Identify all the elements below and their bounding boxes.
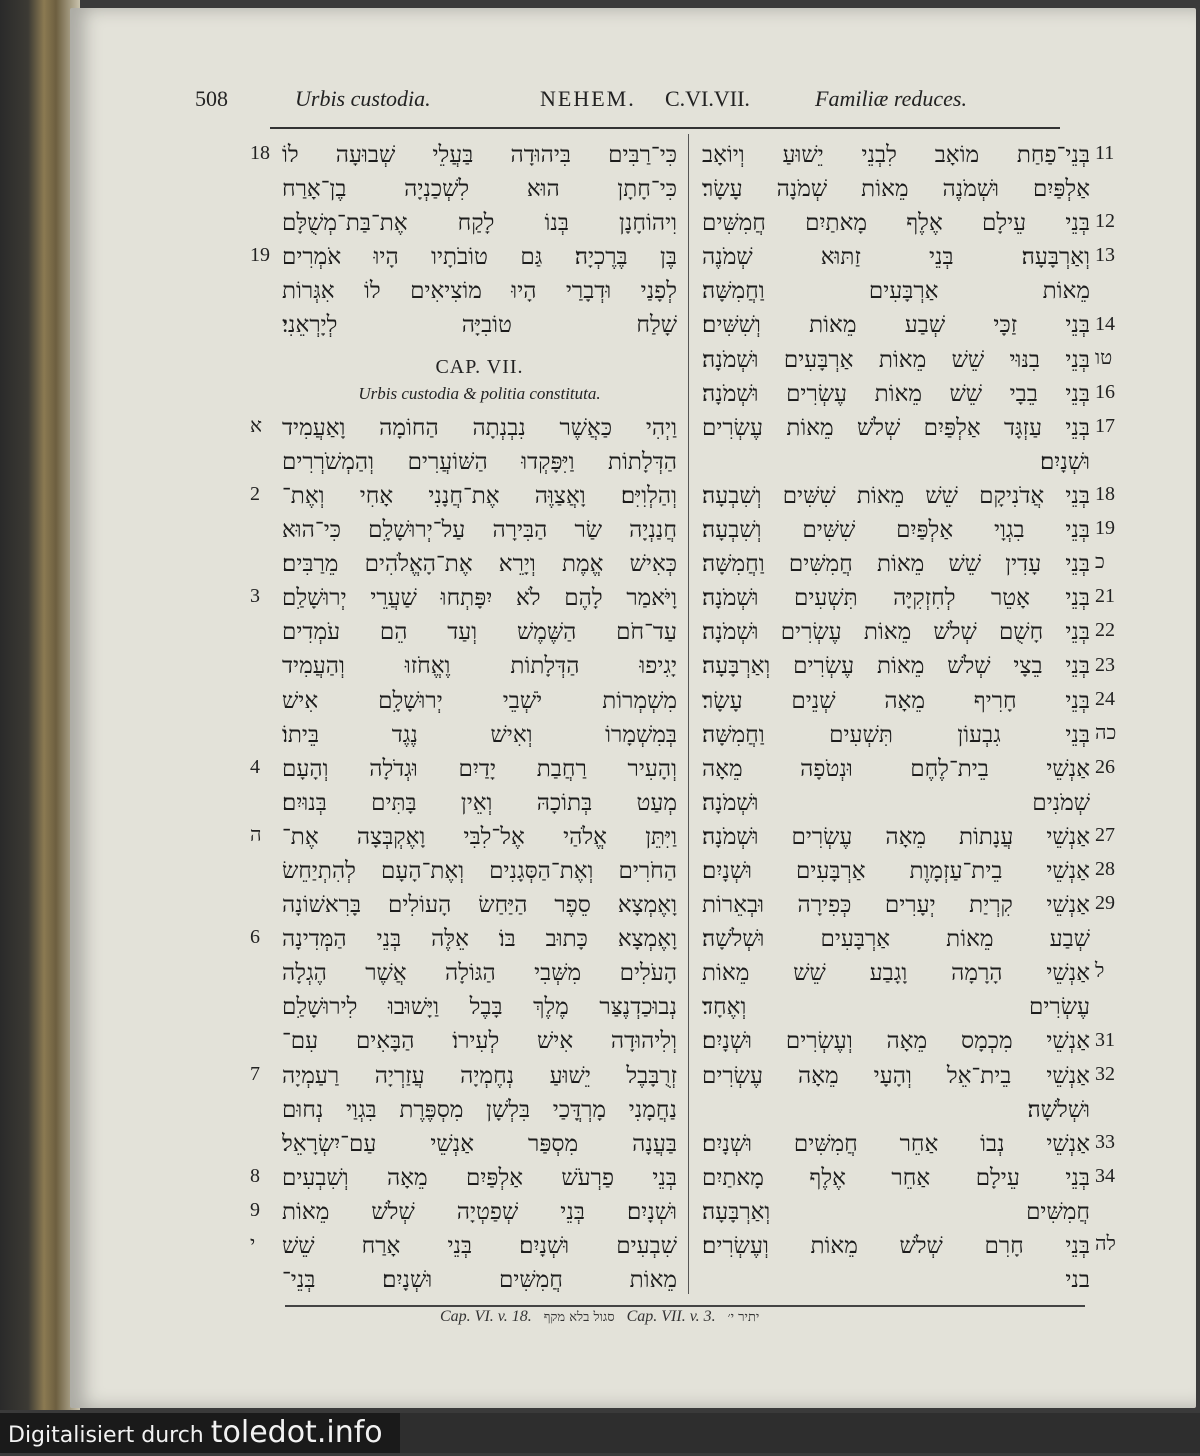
text-line: בְּנֵי חָשֻׁם שְׁלֹשׁ מֵאוֹת עֶשְׂרִים וּשְׁמֹנָה׃	[702, 619, 1090, 646]
page-number: 508	[195, 86, 228, 111]
text-line: בְּנֵי עַזְגָּד אַלְפַּיִם שְׁלֹשׁ מֵאוֹת עֶשְׂרִים	[702, 414, 1090, 441]
text-line: בְּנֵי עֵילָם אֶלֶף מָאתַיִם חֲמִשִּׁים	[702, 210, 1090, 237]
text-line: שָׁלַח טוֹבִיָּה לְיָרְאֵנִי׃	[282, 312, 677, 339]
right-text-column	[702, 138, 1090, 1297]
verse-number: 26	[1095, 755, 1115, 778]
text-line: וּשְׁנָיִם׃ בְּנֵי שְׁפַטְיָה שְׁלֹשׁ מֵאוֹת	[282, 1198, 677, 1225]
text-line: אַנְשֵׁי מִכְמָס מֵאָה וְעֶשְׂרִים וּשְׁנָיִם׃	[702, 1028, 1090, 1055]
text-line: אַנְשֵׁי בֵית־לֶחֶם וּנְטֹפָה מֵאָה	[702, 755, 1090, 782]
text-line: נַחֲמָנִי מָרְדֳּכַי בִּלְשָׁן מִסְפֶּרֶת בִּגְוַי נְחוּם	[282, 1096, 677, 1123]
text-line: מֵאוֹת אַרְבָּעִים וַחֲמִשָּׁה׃	[702, 278, 1090, 305]
verse-number: 31	[1095, 1028, 1115, 1051]
digitization-watermark	[0, 1413, 400, 1453]
text-line: וִיהוֹחָנָן בְּנוֹ לָקַח אֶת־בַּת־מְשֻׁלָּם	[282, 210, 677, 237]
verse-number: 21	[1095, 585, 1115, 608]
text-line: בְּנֵי אָטֵר לְחִזְקִיָּה תִּשְׁעִים וּשְׁמֹנָה׃	[702, 585, 1090, 612]
text-line: וְהָעִיר רַחֲבַת יָדַיִם וּגְדֹלָה וְהָעָם	[282, 755, 677, 782]
text-line: וּשְׁלֹשָׁה׃	[1027, 1096, 1090, 1123]
verse-number: ל	[1095, 960, 1105, 983]
verse-number: 34	[1095, 1165, 1115, 1187]
text-line: בְּנֵי בִגְוָי אַלְפַּיִם שִׁשִּׁים וְשִׁבְעָה׃	[702, 517, 1090, 544]
text-line: יָגִיפוּ הַדְּלָתוֹת וֶאֱחֹזוּ וְהַעֲמִיד	[282, 653, 677, 680]
text-line: שְׁבַע מֵאוֹת אַרְבָּעִים וּשְׁלֹשָׁה׃	[702, 926, 1090, 953]
book-edge	[0, 0, 80, 1410]
verse-number: 16	[1095, 380, 1115, 403]
watermark-brand: toledot.info	[210, 1415, 383, 1450]
text-line: בְּנֵי בֵבָי שֵׁשׁ מֵאוֹת עֶשְׂרִים וּשְׁמֹנָה׃	[702, 380, 1090, 407]
text-line: אַנְשֵׁי בֵית־עַזְמָוֶת אַרְבָּעִים וּשְׁנָיִם׃	[702, 857, 1090, 884]
text-line: בְּנֵי עָדִין שֵׁשׁ מֵאוֹת חֲמִשִּׁים וַחֲמִשָּׁה׃	[702, 551, 1090, 578]
text-line: בַּעֲנָה מִסְפַּר אַנְשֵׁי עַם־יִשְׂרָאֵל׃	[282, 1130, 677, 1157]
text-line: מִשְׁמְרוֹת יֹשְׁבֵי יְרוּשָׁלִָם אִישׁ	[282, 687, 677, 714]
chapter-subtitle: Urbis custodia & politia constituta.	[358, 384, 601, 403]
text-line: וַיְהִי כַּאֲשֶׁר נִבְנְתָה הַחוֹמָה וָאַעֲמִיד	[282, 414, 677, 441]
text-line: אַנְשֵׁי עֲנָתוֹת מֵאָה עֶשְׂרִים וּשְׁמֹנָה׃	[702, 823, 1090, 850]
left-text-column	[282, 138, 677, 1297]
verse-number: 13	[1095, 244, 1115, 267]
text-line: וַיִּתֵּן אֱלֹהַי אֶל־לִבִּי וָאֶקְבְּצָה אֶת־	[282, 823, 677, 850]
footnote-2-ref: Cap. VII. v. 3.	[626, 1308, 716, 1325]
header-rule	[270, 127, 1060, 129]
text-line: בְּנֵי־פַחַת מוֹאָב לִבְנֵי יֵשׁוּעַ וְיוֹאָב	[702, 142, 1090, 168]
text-line: מְעַט בְּתוֹכָהּ וְאֵין בָּתִּים בְּנוּיִם׃	[282, 789, 677, 816]
text-line: זְרֻבָּבֶל יֵשׁוּעַ נְחֶמְיָה עֲזַרְיָה רַעַמְיָה	[282, 1062, 677, 1089]
verse-number: כ	[1095, 551, 1105, 574]
verse-number: 6	[250, 926, 260, 949]
text-line: בְּנֵי חָרִיף מֵאָה שְׁנֵים עָשָׂר׃	[702, 687, 1090, 714]
bottom-strip	[400, 1413, 1200, 1453]
chapter-reference: C.VI.VII.	[665, 86, 750, 111]
verse-number: 14	[1095, 312, 1115, 335]
verse-number: 32	[1095, 1062, 1115, 1085]
text-line: נְבוּכַדְנֶצַּר מֶלֶךְ בָּבֶל וַיָּשׁוּבוּ לִירוּשָׁלִַם	[282, 994, 677, 1021]
verse-number: 29	[1095, 892, 1115, 915]
verse-number: 24	[1095, 687, 1115, 710]
text-line: בְּנֵי בֵצָי שְׁלֹשׁ מֵאוֹת עֶשְׂרִים וְאַרְבָּעָה׃	[702, 653, 1090, 680]
verse-number: 27	[1095, 824, 1115, 846]
text-line: בְּמִשְׁמָרוֹ וְאִישׁ נֶגֶד בֵּיתוֹ׃	[282, 721, 677, 748]
text-line: חֲמִשִּׁים וְאַרְבָּעָה׃	[702, 1198, 1090, 1225]
chapter-heading: CAP. VII.	[435, 356, 524, 378]
text-line: שְׁמֹנִים וּשְׁמֹנָה׃	[702, 789, 1090, 816]
footnote-1-ref: Cap. VI. v. 18.	[440, 1308, 532, 1325]
text-line: בני	[1065, 1267, 1090, 1294]
footnote-2-text: יתיר י׳	[727, 1310, 760, 1325]
column-divider	[688, 134, 689, 1294]
verse-number: ה	[250, 824, 262, 846]
text-line: בְּנֵי אֲדֹנִיקָם שֵׁשׁ מֵאוֹת שִׁשִּׁים וְשִׁבְעָה׃	[702, 482, 1090, 509]
verse-number: 3	[250, 585, 260, 608]
verse-number: 19	[250, 244, 270, 267]
text-line: וּשְׁנָיִם׃	[1039, 448, 1090, 475]
text-line: עַד־חֹם הַשֶּׁמֶשׁ וְעַד הֵם עֹמְדִים	[282, 619, 677, 646]
verse-number: 19	[1095, 517, 1115, 540]
verse-number: 23	[1095, 653, 1115, 676]
verse-number: 12	[1095, 210, 1115, 233]
text-line: וְהַלְוִיִּם׃ וָאֲצַוֶּה אֶת־חֲנָנִי אָחִי וְאֶת־	[282, 482, 677, 509]
text-line: בְּנֵי עֵילָם אַחֵר אֶלֶף מָאתַיִם	[702, 1164, 1090, 1191]
text-line: כְּאִישׁ אֱמֶת וְיָרֵא אֶת־הָאֱלֹהִים מֵרַבִּים׃	[282, 551, 677, 578]
text-line: הַחֹרִים וְאֶת־הַסְּגָנִים וְאֶת־הָעָם לְהִתְיַחֵשׂ	[282, 857, 677, 884]
verse-number: 7	[250, 1062, 260, 1085]
verse-number: 2	[250, 483, 260, 505]
running-head	[195, 86, 1060, 126]
verse-number: 11	[1095, 142, 1115, 164]
text-line: וָאֶמְצָא כָּתוּב בּוֹ׃ אֵלֶּה בְּנֵי הַמְּדִינָה	[282, 926, 677, 953]
book-title: NEHEM.	[540, 86, 636, 111]
text-line: וְלִיהוּדָה אִישׁ לְעִירוֹ׃ הַבָּאִים עִם־	[282, 1028, 677, 1055]
verse-number: 8	[250, 1165, 260, 1187]
verse-number: 4	[250, 755, 260, 778]
verse-number: א	[250, 414, 263, 437]
text-line: אַנְשֵׁי נְבוֹ אַחֵר חֲמִשִּׁים וּשְׁנָיִם׃	[702, 1130, 1090, 1157]
text-line: מֵאוֹת חֲמִשִּׁים וּשְׁנָיִם׃ בְּנֵי־	[282, 1267, 677, 1294]
text-line: כִּי־חָתָן הוּא לִשְׁכַנְיָה בֶן־אָרַח	[282, 176, 677, 203]
text-line: בְּנֵי זַכָּי שְׁבַע מֵאוֹת וְשִׁשִּׁים׃	[702, 312, 1090, 339]
text-line: וְאַרְבָּעָה׃ בְּנֵי זַתּוּא שְׁמֹנֶה	[702, 244, 1090, 271]
left-running-title: Urbis custodia.	[295, 86, 431, 111]
text-line: הָעֹלִים מִשְּׁבִי הַגּוֹלָה אֲשֶׁר הֶגְלָה	[282, 960, 677, 987]
footnote-1-text: סגול בלא מקף	[543, 1310, 615, 1325]
text-line: אַלְפַּיִם וּשְׁמֹנֶה מֵאוֹת שְׁמֹנָה עָשָׂר׃	[702, 176, 1090, 203]
text-line: אַנְשֵׁי קִרְיַת יְעָרִים כְּפִירָה וּבְאֵרוֹת	[702, 892, 1090, 919]
verse-number: 33	[1095, 1130, 1115, 1153]
text-line: הַדְּלָתוֹת וַיִּפָּקְדוּ הַשּׁוֹעֲרִים וְהַמְשֹׁרְרִים	[282, 448, 677, 475]
text-line: בְּנֵי בִנּוּי שֵׁשׁ מֵאוֹת אַרְבָּעִים וּשְׁמֹנָה׃	[702, 346, 1090, 373]
footnote-rule	[285, 1305, 1085, 1307]
text-line: לְפָנַי וּדְבָרַי הָיוּ מוֹצִיאִים לוֹ אִגְּרוֹת	[282, 278, 677, 305]
text-line: בְּנֵי פַרְעֹשׁ אַלְפַּיִם מֵאָה וְשִׁבְעִים	[282, 1164, 677, 1191]
text-line: כִּי־רַבִּים בִּיהוּדָה בַּעֲלֵי שְׁבוּעָה לוֹ	[282, 142, 677, 168]
text-line: שִׁבְעִים וּשְׁנָיִם׃ בְּנֵי אָרַח שֵׁשׁ	[282, 1233, 677, 1259]
verse-number: 9	[250, 1199, 260, 1222]
text-line: בֶּן בֶּרֶכְיָה׃ גַּם טוֹבֹתָיו הָיוּ אֹמְרִים	[282, 244, 677, 271]
text-line: עֶשְׂרִים וְאֶחָד׃	[702, 994, 1090, 1021]
text-line: בְּנֵי גִבְעוֹן תִּשְׁעִים וַחֲמִשָּׁה׃	[702, 721, 1090, 748]
verse-number: 22	[1095, 619, 1115, 642]
text-line: וָאֶמְצָא סֵפֶר הַיַּחַשׂ הָעוֹלִים בָּרִאשׁוֹנָה	[282, 892, 677, 919]
verse-number: טו	[1095, 346, 1113, 369]
footnotes	[440, 1308, 1040, 1336]
verse-number: 18	[250, 142, 270, 164]
verse-number: 17	[1095, 414, 1115, 437]
verse-number: 28	[1095, 858, 1115, 881]
verse-number: כה	[1095, 721, 1117, 744]
text-line: אַנְשֵׁי בֵית־אֵל וְהָעָי מֵאָה עֶשְׂרִים	[702, 1062, 1090, 1089]
verse-number: י	[250, 1233, 256, 1256]
verse-number: 18	[1095, 483, 1115, 505]
text-line: אַנְשֵׁי הָרָמָה וָגָבַע שֵׁשׁ מֵאוֹת	[702, 960, 1090, 987]
watermark-prefix: Digitalisiert durch	[8, 1423, 204, 1448]
text-line: חֲנַנְיָה שַׂר הַבִּירָה עַל־יְרוּשָׁלִָם כִּי־הוּא	[282, 517, 677, 544]
right-running-title: Familiæ reduces.	[815, 86, 967, 111]
text-line: וָיֹּאמַר לָהֶם לֹא יִפָּתְחוּ שַׁעֲרֵי יְרוּשָׁלִַם	[282, 585, 677, 612]
text-line: בְּנֵי חָרִם שְׁלֹשׁ מֵאוֹת וְעֶשְׂרִים׃	[702, 1233, 1090, 1259]
verse-number: לה	[1095, 1233, 1116, 1256]
